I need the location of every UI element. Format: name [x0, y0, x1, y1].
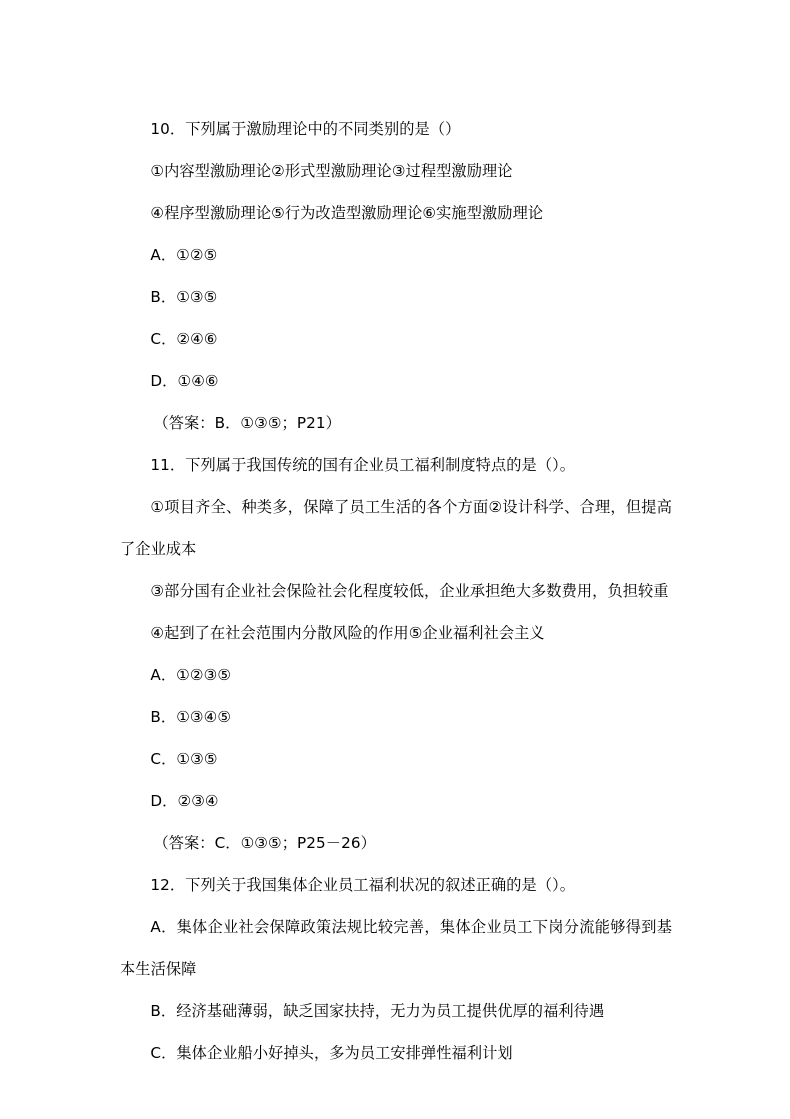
- option-10-c: C．②④⑥: [150, 330, 218, 348]
- question-items-11-line1: ①项目齐全、种类多，保障了员工生活的各个方面②设计科学、合理，但提高了企业成本: [120, 498, 672, 558]
- question-items-11-line2: ③部分国有企业社会保险社会化程度较低，企业承担绝大多数费用，负担较重: [150, 582, 669, 600]
- question-stem-11: 11．下列属于我国传统的国有企业员工福利制度特点的是（）。: [150, 456, 576, 474]
- document-text-column: [120, 108, 672, 1074]
- option-12-c: C．集体企业船小好掉头，多为员工安排弹性福利计划: [150, 1044, 513, 1062]
- question-stem-12: 12．下列关于我国集体企业员工福利状况的叙述正确的是（）。: [150, 876, 576, 894]
- option-10-b: B．①③⑤: [150, 288, 218, 306]
- question-items-11-line3: ④起到了在社会范围内分散风险的作用⑤企业福利社会主义: [150, 624, 545, 642]
- option-12-b: B．经济基础薄弱，缺乏国家扶持，无力为员工提供优厚的福利待遇: [150, 1002, 605, 1020]
- option-11-c: C．①③⑤: [150, 750, 218, 768]
- option-10-d: D．①④⑥: [150, 372, 219, 390]
- option-11-b: B．①③④⑤: [150, 708, 232, 726]
- option-11-a: A．①②③⑤: [150, 666, 232, 684]
- option-12-a: A．集体企业社会保障政策法规比较完善，集体企业员工下岗分流能够得到基本生活保障: [120, 918, 672, 978]
- option-11-d: D．②③④: [150, 792, 219, 810]
- question-items-10-line1: ①内容型激励理论②形式型激励理论③过程型激励理论: [150, 162, 513, 180]
- question-items-10-line2: ④程序型激励理论⑤行为改造型激励理论⑥实施型激励理论: [150, 204, 544, 222]
- answer-11: （答案：C．①③⑤；P25－26）: [153, 834, 376, 852]
- answer-10: （答案：B．①③⑤；P21）: [153, 414, 341, 432]
- question-stem-10: 10．下列属于激励理论中的不同类别的是（）: [150, 120, 461, 138]
- option-10-a: A．①②⑤: [150, 246, 218, 264]
